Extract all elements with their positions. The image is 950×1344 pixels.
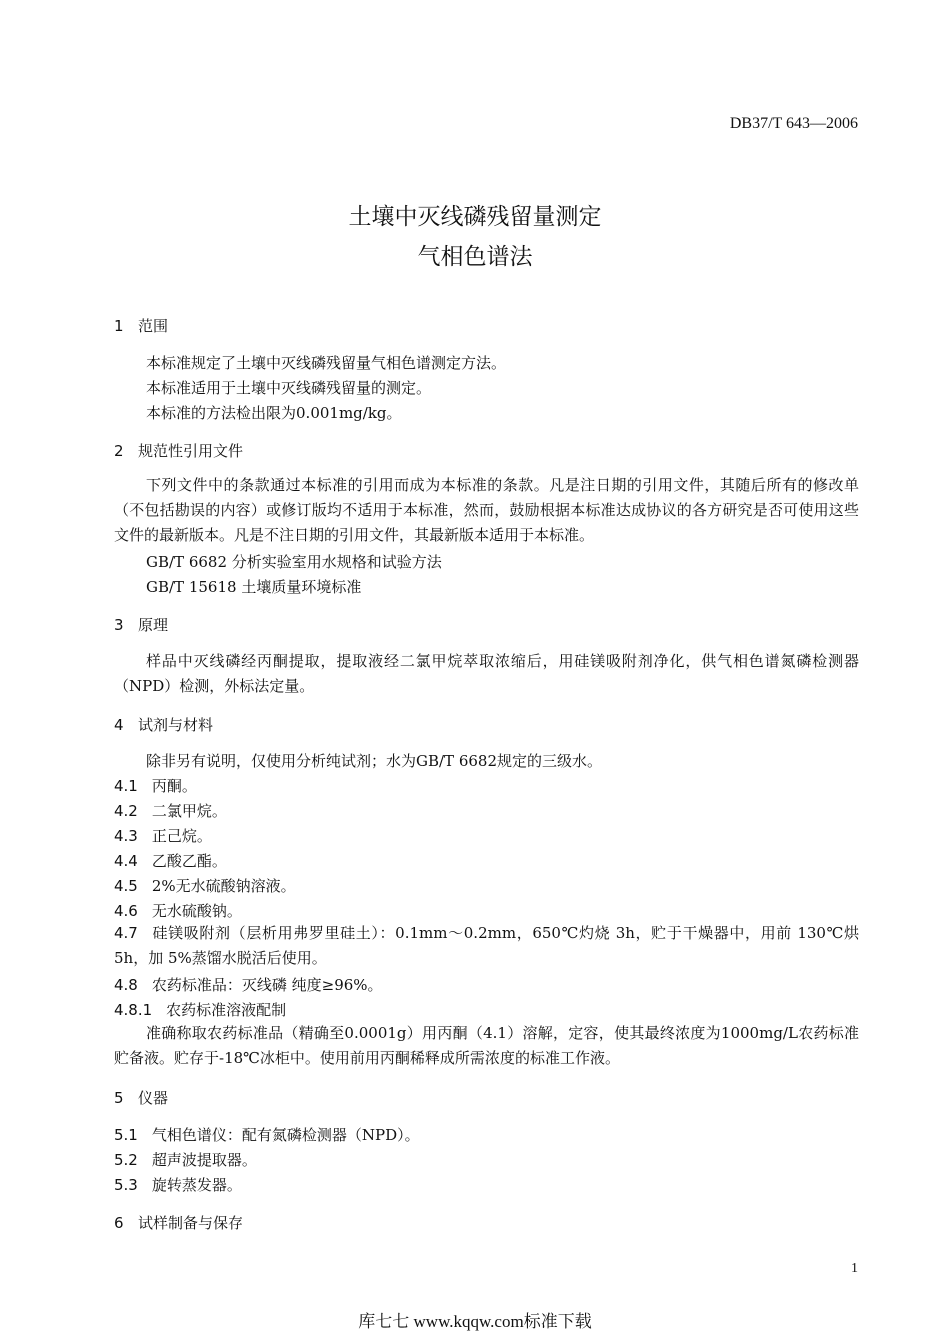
document-title: 土壤中灭线磷残留量测定 [348,204,602,230]
paragraph: 本标准规定了土壤中灭线磷残留量气相色谱测定方法。 [146,354,507,372]
item-text: 气相色谱仪：配有氮磷检测器（NPD）。 [151,1126,420,1144]
item-text: 无水硫酸钠。 [151,902,242,920]
section-number: 3 [114,616,124,634]
section-number: 4 [114,716,124,734]
list-item [114,850,227,871]
reference-item: GB/T 15618 土壤质量环境标准 [146,578,362,596]
list-item [114,1124,420,1145]
paragraph: 下列文件中的条款通过本标准的引用而成为本标准的条款。凡是注日期的引用文件，其随后所有的修改单（不包括勘误的内容）或修订版均不适用于本标准，然而，鼓励根据本标准达成协议的各方研究是否可使用这些文件的最新版本。凡是不注日期的引用文件，其最新版本适用于本标准。 [114,476,859,544]
paragraph: 准确称取农药标准品（精确至0.0001g）用丙酮（4.1）溶解，定容，使其最终浓度为1000mg/L农药标准贮备液。贮存于-18℃冰柜中。使用前用丙酮稀释成所需浓度的标准工作液。 [114,1024,859,1067]
paragraph: 样品中灭线磷经丙酮提取，提取液经二氯甲烷萃取浓缩后，用硅镁吸附剂净化，供气相色谱氮磷检测器（NPD）检测，外标法定量。 [114,652,859,695]
section-3-heading [114,614,168,635]
item-number: 4.8 [114,976,138,994]
item-text: 丙酮。 [151,777,197,795]
list-item [114,900,242,921]
footer-watermark: 库七七 www.kqqw.com标准下载 [358,1312,592,1331]
item-text: 2%无水硫酸钠溶液。 [151,877,296,895]
item-text: 二氯甲烷。 [151,802,227,820]
section-1-heading [114,315,168,336]
section-title: 试样制备与保存 [138,1214,244,1232]
item-number: 5.2 [114,1151,138,1169]
item-text: 乙酸乙酯。 [151,852,227,870]
section-number: 5 [114,1089,124,1107]
item-number: 4.8.1 [114,1001,153,1019]
section-5-heading [114,1087,168,1108]
item-text: 超声波提取器。 [151,1151,257,1169]
item-number: 4.7 [114,924,138,942]
section-6-heading [114,1212,243,1233]
list-item [114,875,296,896]
list-item [114,775,197,796]
reference-item: GB/T 6682 分析实验室用水规格和试验方法 [146,553,442,571]
list-item [114,1149,257,1170]
item-text: 农药标准溶液配制 [166,1001,287,1019]
list-item [114,1174,242,1195]
section-4-heading [114,714,213,735]
list-item [114,974,383,995]
item-number: 5.3 [114,1176,138,1194]
item-number: 4.3 [114,827,138,845]
section-title: 试剂与材料 [138,716,214,734]
item-number: 4.5 [114,877,138,895]
section-title: 规范性引用文件 [138,442,244,460]
item-number: 4.4 [114,852,138,870]
item-text: 正己烷。 [151,827,212,845]
item-text: 硅镁吸附剂（层析用弗罗里硅土）：0.1mm～0.2mm，650℃灼烧 3h，贮于干燥器中，用前 130℃烘5h，加 5%蒸馏水脱活后使用。 [114,924,859,967]
section-number: 6 [114,1214,124,1232]
item-number: 4.1 [114,777,138,795]
section-number: 1 [114,317,124,335]
list-item [114,921,859,971]
item-number: 4.2 [114,802,138,820]
paragraph: 除非另有说明，仅使用分析纯试剂；水为GB/T 6682规定的三级水。 [146,752,603,770]
section-title: 原理 [138,616,169,634]
section-2-heading [114,440,243,461]
list-item [114,999,286,1020]
list-item [114,825,212,846]
paragraph: 本标准适用于土壤中灭线磷残留量的测定。 [146,379,432,397]
document-subtitle: 气相色谱法 [417,244,533,270]
list-item [114,800,227,821]
section-title: 范围 [138,317,169,335]
item-number: 5.1 [114,1126,138,1144]
standard-code: DB37/T 643—2006 [729,115,858,132]
item-text: 农药标准品：灭线磷 纯度≥96%。 [151,976,383,994]
item-number: 4.6 [114,902,138,920]
section-title: 仪器 [138,1089,169,1107]
section-number: 2 [114,442,124,460]
paragraph: 本标准的方法检出限为0.001mg/kg。 [146,404,402,422]
item-text: 旋转蒸发器。 [151,1176,242,1194]
page-number: 1 [851,1261,858,1276]
